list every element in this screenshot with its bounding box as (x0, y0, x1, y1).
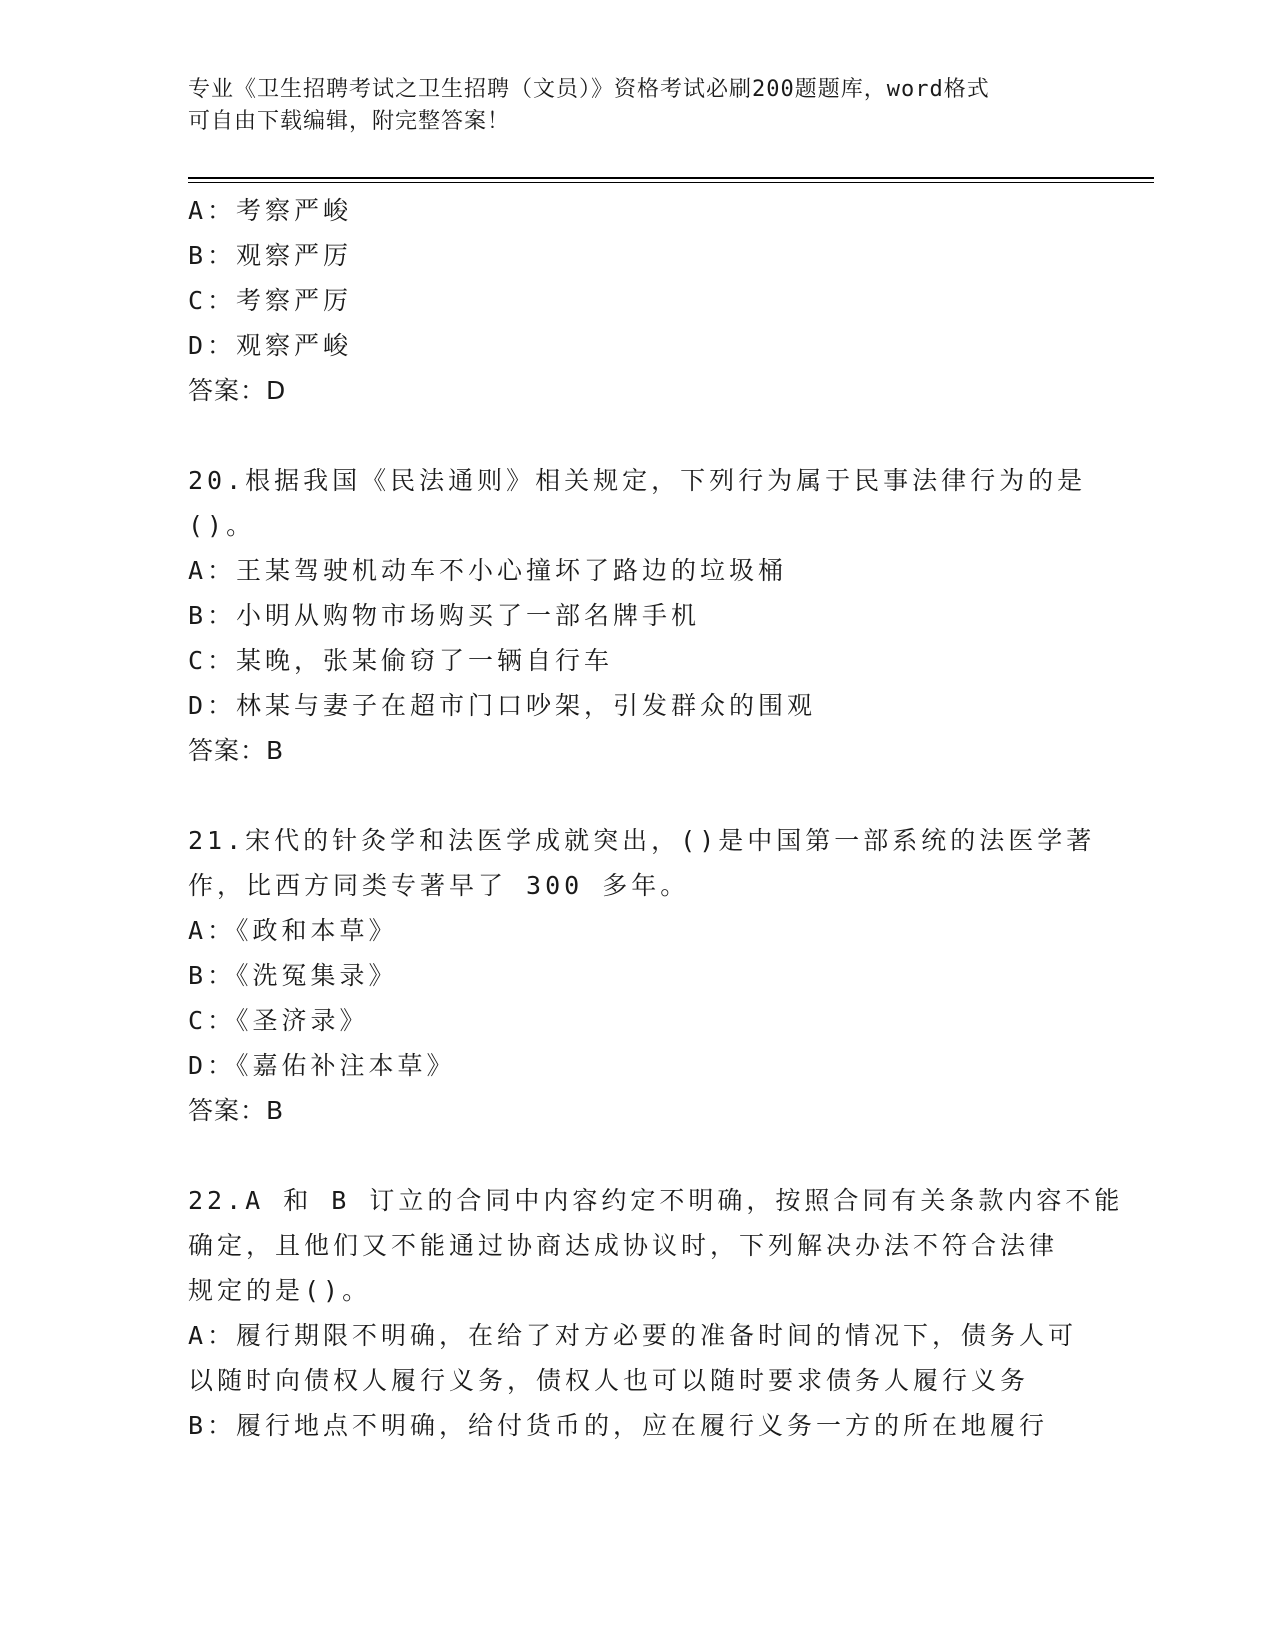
option-a: A：考察严峻 (188, 196, 353, 225)
spacer (188, 1133, 1088, 1178)
spacer (188, 413, 1088, 458)
option-b: B：观察严厉 (188, 241, 353, 270)
question-22-block (188, 1178, 1124, 1448)
header-rule-thin (188, 182, 1154, 183)
option-b: B：履行地点不明确，给付货币的，应在履行义务一方的所在地履行 (188, 1411, 1049, 1440)
option-c: C：某晚，张某偷窃了一辆自行车 (188, 646, 614, 675)
option-d: D：观察严峻 (188, 331, 353, 360)
question-21-block (188, 818, 1096, 1133)
prev-question-block (188, 188, 1088, 413)
question-text: 21.宋代的针灸学和法医学成就突出，()是中国第一部系统的法医学著 (188, 826, 1096, 855)
question-text: 作，比西方同类专著早了 300 多年。 (188, 871, 690, 900)
option-b: B：《洗冤集录》 (188, 961, 398, 990)
option-a: A：《政和本草》 (188, 916, 398, 945)
question-20-block (188, 458, 1088, 773)
header-rule-thick (188, 177, 1154, 179)
answer: 答案：B (188, 1096, 285, 1125)
question-text: 确定，且他们又不能通过协商达成协议时，下列解决办法不符合法律 (188, 1231, 1059, 1260)
option-a-continued: 以随时向债权人履行义务，债权人也可以随时要求债务人履行义务 (188, 1366, 1030, 1395)
header-line-2: 可自由下载编辑，附完整答案！ (188, 109, 511, 134)
answer: 答案：D (188, 376, 287, 405)
question-text: 22.A 和 B 订立的合同中内容约定不明确，按照合同有关条款内容不能 (188, 1186, 1124, 1215)
option-d: D：《嘉佑补注本草》 (188, 1051, 456, 1080)
spacer (188, 773, 1088, 818)
option-a: A：王某驾驶机动车不小心撞坏了路边的垃圾桶 (188, 556, 788, 585)
option-c: C：考察严厉 (188, 286, 353, 315)
option-d: D：林某与妻子在超市门口吵架，引发群众的围观 (188, 691, 817, 720)
question-text: 20.根据我国《民法通则》相关规定，下列行为属于民事法律行为的是 (188, 466, 1087, 495)
document-header (188, 74, 1088, 138)
header-line-1: 专业《卫生招聘考试之卫生招聘（文员）》资格考试必刷200题题库，word格式 (188, 77, 990, 102)
answer: 答案：B (188, 736, 285, 765)
question-content (188, 188, 1124, 1448)
option-c: C：《圣济录》 (188, 1006, 369, 1035)
question-text: ()。 (188, 511, 256, 540)
option-b: B：小明从购物市场购买了一部名牌手机 (188, 601, 701, 630)
option-a: A：履行期限不明确，在给了对方必要的准备时间的情况下，债务人可 (188, 1321, 1078, 1350)
question-text: 规定的是()。 (188, 1276, 372, 1305)
